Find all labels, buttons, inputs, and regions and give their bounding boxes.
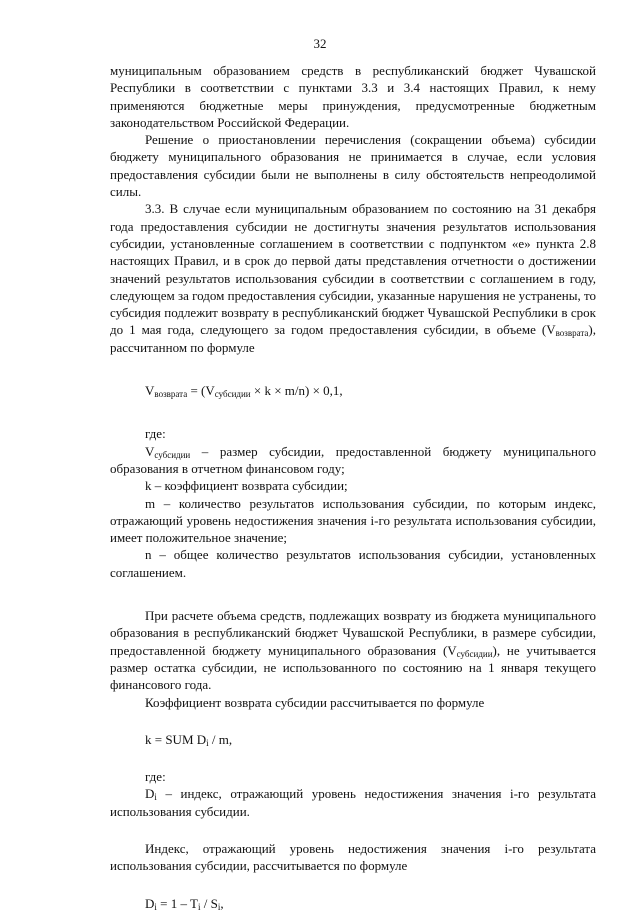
- where-label: где:: [145, 426, 166, 442]
- definition-n: n – общее количество результатов использования субсидии, установленных соглашением.: [110, 547, 596, 580]
- formula-d: $D_i = 1 - T_i / S_i$,: [145, 895, 224, 912]
- page-number: 32: [313, 36, 327, 51]
- formula-k: k = SUM $D_i$ / m,: [145, 731, 233, 748]
- paragraph-coefficient: Коэффициент возврата субсидии рассчитывается по формуле: [145, 694, 485, 710]
- paragraph-continuation: муниципальным образованием средств в республиканский бюджет Чувашской Республики в соответствии с пунктами 3.3 и 3.4 настоящих Правил, к нему применяются бюджетные меры принуждения, предусмотренные бюджетным законодательством Российской Федерации.: [110, 63, 596, 130]
- paragraph-index: Индекс, отражающий уровень недостижения значения i-го результата использования субсидии, рассчитывается по формуле: [110, 840, 596, 874]
- formula-v-return: $V_{возврата} = (V_{субсидии} \times k \times m/n) \times 0,1$,: [145, 383, 343, 400]
- definition-d: $D_i$ – индекс, отражающий уровень недостижения значения i-го результата использования субсидии.: [110, 786, 596, 819]
- definition-v-subsidy: $V_{субсидии}$ – размер субсидии, предоставленной бюджету муниципального образования в отчетном финансовом году;: [110, 443, 596, 476]
- paragraph-3-3: 3.3. В случае если муниципальным образованием по состоянию на 31 декабря года предоставления субсидии не достигнуты значения результатов использования субсидии, установленные соглашением в соответствии с подпунктом «е» пункта 2.8 настоящих Правил, и в срок до первой даты представления отчетности о достижении значений результатов использования субсидии в соответствии с соглашением в году, следующем за годом предоставления субсидии, указанные нарушения не устранены, то субсидия подлежит возврату в республиканский бюджет Чувашской Республики в срок до 1 мая года, следующего за годом предоставления субсидии, в объеме $(V_{возврата})$, рассчитанном по формуле: [110, 201, 596, 355]
- paragraph-calculation: При расчете объема средств, подлежащих возврату из бюджета муниципального образования в республиканский бюджет Чувашской Республики, в размере субсидии, предоставленной бюджету муниципального образования $(V_{субсидии})$, не учитывается размер остатка субсидии, не использованного по состоянию на 1 января текущего финансового года.: [110, 608, 596, 693]
- where-label-2: где:: [145, 769, 166, 785]
- definition-k: k – коэффициент возврата субсидии;: [145, 478, 348, 494]
- paragraph-force-majeure: Решение о приостановлении перечисления (сокращении объема) субсидии бюджету муниципального образования не принимается в случае, если условия предоставления субсидии были не выполнены в силу обстоятельств непреодолимой силы.: [110, 132, 596, 200]
- definition-m: m – количество результатов использования субсидии, по которым индекс, отражающий уровень недостижения значения i-го результата использования субсидии, имеет положительное значение;: [110, 495, 596, 546]
- document-body: [110, 62, 596, 912]
